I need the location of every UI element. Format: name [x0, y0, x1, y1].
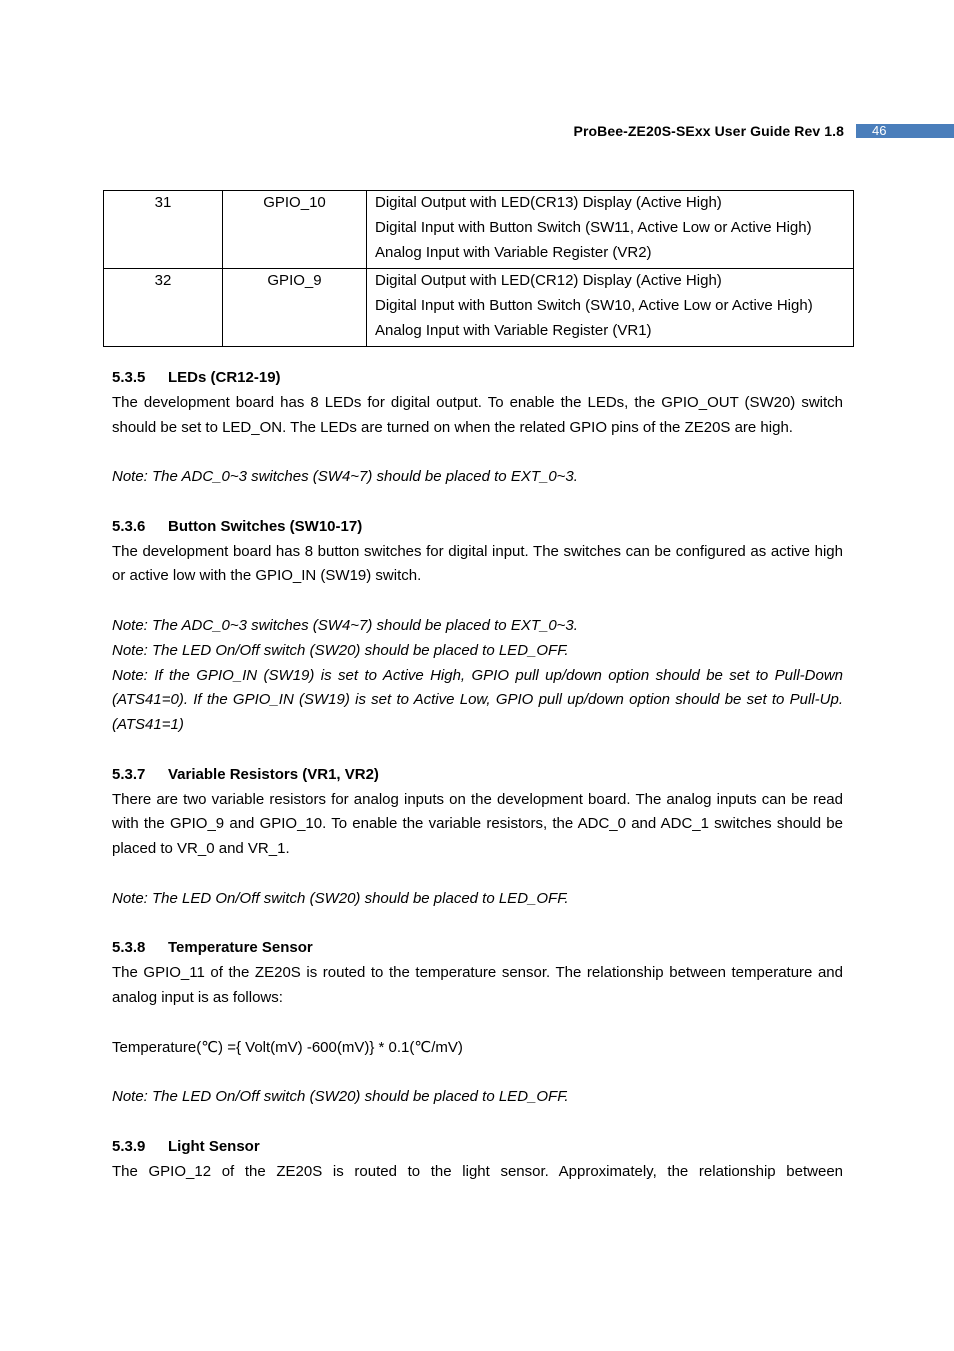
section-title: Temperature Sensor: [168, 939, 313, 957]
section-heading: [112, 763, 843, 788]
section-number: 5.3.5: [112, 369, 146, 386]
section-heading: [112, 515, 843, 540]
pin-name-cell: GPIO_10: [223, 191, 367, 269]
section-heading: [112, 936, 843, 961]
section-heading: [112, 1135, 843, 1160]
section-number: 5.3.9: [112, 1137, 146, 1155]
paragraph: The GPIO_12 of the ZE20S is routed to the light sensor. Approximately, the relationship between: [112, 1162, 843, 1180]
page-number: 46: [856, 124, 954, 138]
pin-number-cell: 31: [104, 191, 223, 269]
note: Note: The LED On/Off switch (SW20) should be placed to LED_OFF.: [112, 889, 569, 907]
section-number: 5.3.6: [112, 517, 146, 535]
table-row: [104, 191, 854, 269]
note: Note: If the GPIO_IN (SW19) is set to Active High, GPIO pull up/down option should be set to Pull-Down (ATS41=0). If the GPIO_IN (SW19) is set to Active Low, GPIO pull up/down option should be set to Pull-Up. (ATS41=1): [112, 666, 843, 734]
pin-table: [103, 190, 854, 347]
description-line: Analog Input with Variable Register (VR1): [375, 322, 652, 339]
description-line: Digital Output with LED(CR12) Display (Active High): [375, 272, 722, 289]
paragraph: There are two variable resistors for analog inputs on the development board. The analog inputs can be read with the GPIO_9 and GPIO_10. To enable the variable resistors, the ADC_0 and ADC_1 switches should be placed to VR_0 and VR_1.: [112, 790, 843, 858]
note: Note: The ADC_0~3 switches (SW4~7) should be placed to EXT_0~3.: [112, 616, 578, 634]
description-line: Digital Input with Button Switch (SW10, Active Low or Active High): [375, 297, 813, 314]
description-line: Digital Input with Button Switch (SW11, Active Low or Active High): [375, 219, 812, 236]
pin-number-cell: 32: [104, 269, 223, 347]
section-title: Variable Resistors (VR1, VR2): [168, 765, 379, 783]
document-title: ProBee-ZE20S-SExx User Guide Rev 1.8: [573, 123, 844, 139]
pin-description-cell: [367, 191, 854, 269]
section-number: 5.3.8: [112, 939, 146, 957]
note: Note: The LED On/Off switch (SW20) should be placed to LED_OFF.: [112, 641, 569, 659]
table-row: [104, 269, 854, 347]
section-number: 5.3.7: [112, 765, 146, 783]
paragraph: The GPIO_11 of the ZE20S is routed to the temperature sensor. The relationship between temperature and analog input is as follows:: [112, 964, 843, 1006]
note: Note: The LED On/Off switch (SW20) should be placed to LED_OFF.: [112, 1088, 569, 1106]
section-title: LEDs (CR12-19): [168, 369, 281, 386]
pin-name-cell: GPIO_9: [223, 269, 367, 347]
note: Note: The ADC_0~3 switches (SW4~7) should be placed to EXT_0~3.: [112, 468, 578, 486]
paragraph: The development board has 8 LEDs for digital output. To enable the LEDs, the GPIO_OUT (SW20) switch should be set to LED_ON. The LEDs are turned on when the related GPIO pins of the ZE20S are high.: [112, 393, 843, 436]
section-title: Button Switches (SW10-17): [168, 517, 363, 535]
document-body: [112, 366, 843, 1184]
description-line: Digital Output with LED(CR13) Display (Active High): [375, 194, 722, 211]
section-heading: [112, 366, 843, 391]
description-line: Analog Input with Variable Register (VR2): [375, 244, 652, 261]
section-title: Light Sensor: [168, 1137, 260, 1155]
temperature-formula: Temperature(℃) ={ Volt(mV) -600(mV)} * 0.1(℃/mV): [112, 1038, 463, 1056]
page-header: [574, 123, 954, 139]
paragraph: The development board has 8 button switches for digital input. The switches can be configured as active high or active low with the GPIO_IN (SW19) switch.: [112, 542, 843, 585]
pin-description-cell: [367, 269, 854, 347]
